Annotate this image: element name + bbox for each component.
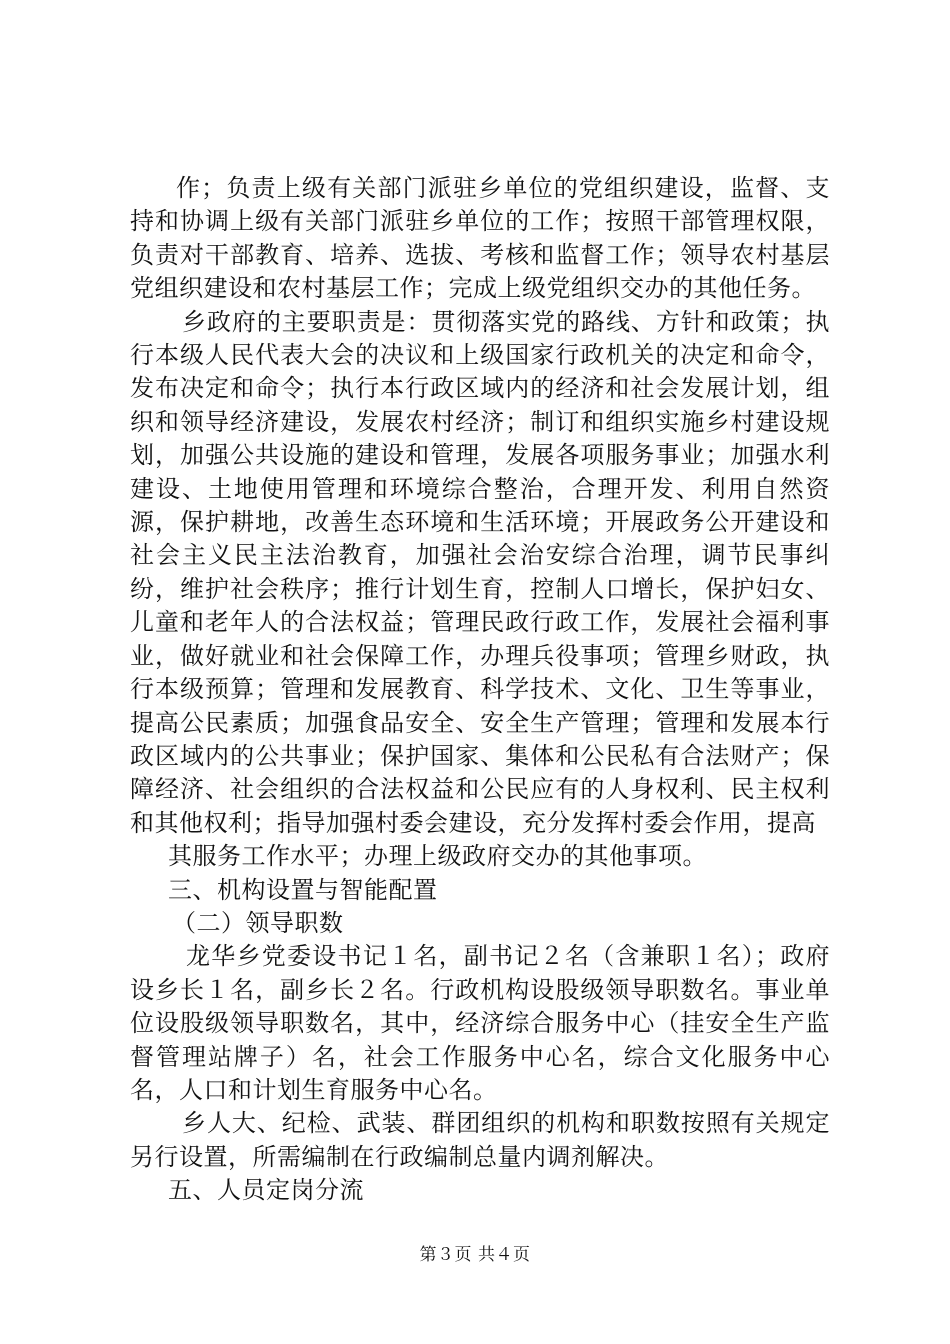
paragraph-party-duties: 作；负责上级有关部门派驻乡单位的党组织建设，监督、支持和协调上级有关部门派驻乡单位的工作；按照干部管理权限，负责对干部教育、培养、选拔、考核和监督工作；领导农村基层党组织建设和农村基层工作；完成上级党组织交办的其他任务。 (130, 174, 830, 303)
paragraph-leadership-positions: 龙华乡党委设书记１名，副书记２名（含兼职１名）；政府设乡长１名，副乡长２名。行政机构设股级领导职数名。事业单位设股级领导职数名，其中，经济综合服务中心（挂安全生产监督管理站牌子）名，社会工作服务中心名，综合文化服务中心名，人口和计划生育服务中心名。 (130, 942, 830, 1104)
paragraph-other-organizations: 乡人大、纪检、武装、群团组织的机构和职数按照有关规定另行设置，所需编制在行政编制总量内调剂解决。 (130, 1109, 830, 1171)
section-heading-organization: 三、机构设置与智能配置 (168, 875, 438, 904)
section-heading-staffing: 五、人员定岗分流 (168, 1176, 364, 1205)
paragraph-government-duties-continued: 其服务工作水平；办理上级政府交办的其他事项。 (168, 842, 707, 871)
page-footer: 第３页 共４页 (419, 1245, 531, 1265)
subsection-heading-leadership: （二）领导职数 (172, 908, 344, 937)
document-body (130, 172, 830, 1208)
paragraph-government-duties: 乡政府的主要职责是：贯彻落实党的路线、方针和政策；执行本级人民代表大会的决议和上级国家行政机关的决定和命令，发布决定和命令；执行本行政区域内的经济和社会发展计划，组织和领导经济建设，发展农村经济；制订和组织实施乡村建设规划，加强公共设施的建设和管理，发展各项服务事业；加强水利建设、土地使用管理和环境综合整治，合理开发、利用自然资源，保护耕地，改善生态环境和生活环境；开展政务公开建设和社会主义民主法治教育，加强社会治安综合治理，调节民事纠纷，维护社会秩序；推行计划生育，控制人口增长，保护妇女、儿童和老年人的合法权益；管理民政行政工作，发展社会福利事业，做好就业和社会保障工作，办理兵役事项；管理乡财政，执行本级预算；管理和发展教育、科学技术、文化、卫生等事业，提高公民素质；加强食品安全、安全生产管理；管理和发展本行政区域内的公共事业；保护国家、集体和公民私有合法财产；保障经济、社会组织的合法权益和公民应有的人身权利、民主权利和其他权利；指导加强村委会建设，充分发挥村委会作用，提高 (130, 307, 830, 837)
